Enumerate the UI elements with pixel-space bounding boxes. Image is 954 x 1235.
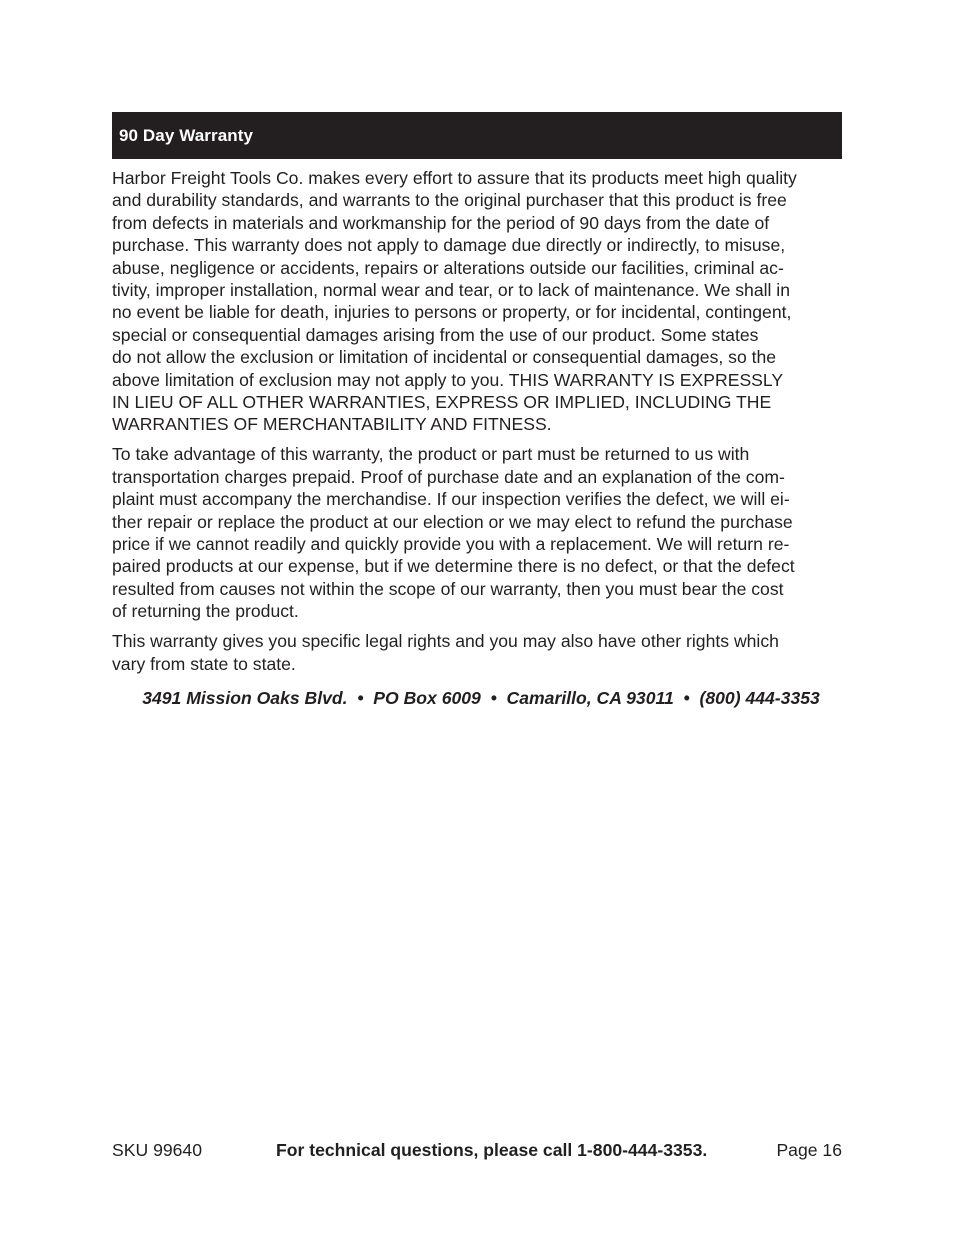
warranty-body bbox=[112, 167, 844, 682]
footer-tech-support: For technical questions, please call 1-800-444-3353. bbox=[276, 1140, 708, 1160]
footer-page-number: Page 16 bbox=[776, 1140, 842, 1160]
warranty-paragraph: This warranty gives you specific legal rights and you may also have other rights which vary from state to state. bbox=[112, 631, 779, 674]
section-title: 90 Day Warranty bbox=[119, 125, 254, 145]
company-address: 3491 Mission Oaks Blvd. • PO Box 6009 • Camarillo, CA 93011 • (800) 444-3353 bbox=[142, 688, 820, 708]
section-header-bar bbox=[112, 112, 842, 159]
warranty-paragraph: Harbor Freight Tools Co. makes every effort to assure that its products meet high quality and durability standards, and warrants to the original purchaser that this product is free from defects in materials and workmanship for the period of 90 days from the date of purchase. This warranty does not apply to damage due directly or indirectly, to misuse, abuse, negligence or accidents, repairs or alterations outside our facilities, criminal ac- tivity, improper installation, normal wear and tear, or to lack of maintenance. We shall in no event be liable for death, injuries to persons or property, or for incidental, contingent, special or consequential damages arising from the use of our product. Some states do not allow the exclusion or limitation of incidental or consequential damages, so the above limitation of exclusion may not apply to you. THIS WARRANTY IS EXPRESSLY IN LIEU OF ALL OTHER WARRANTIES, EXPRESS OR IMPLIED, INCLUDING THE WARRANTIES OF MERCHANTABILITY AND FITNESS. bbox=[112, 168, 797, 435]
warranty-paragraph: To take advantage of this warranty, the product or part must be returned to us with transportation charges prepaid. Proof of purchase date and an explanation of the com- plaint must accompany the merchandise. If our inspection verifies the defect, we will ei- ther repair or replace the product at our election or we may elect to refund the purchase price if we cannot readily and quickly provide you with a replacement. We will return re- paired products at our expense, but if we determine there is no defect, or that the defect resulted from causes not within the scope of our warranty, then you must bear the cost of returning the product. bbox=[112, 444, 795, 622]
footer-sku: SKU 99640 bbox=[112, 1140, 202, 1160]
